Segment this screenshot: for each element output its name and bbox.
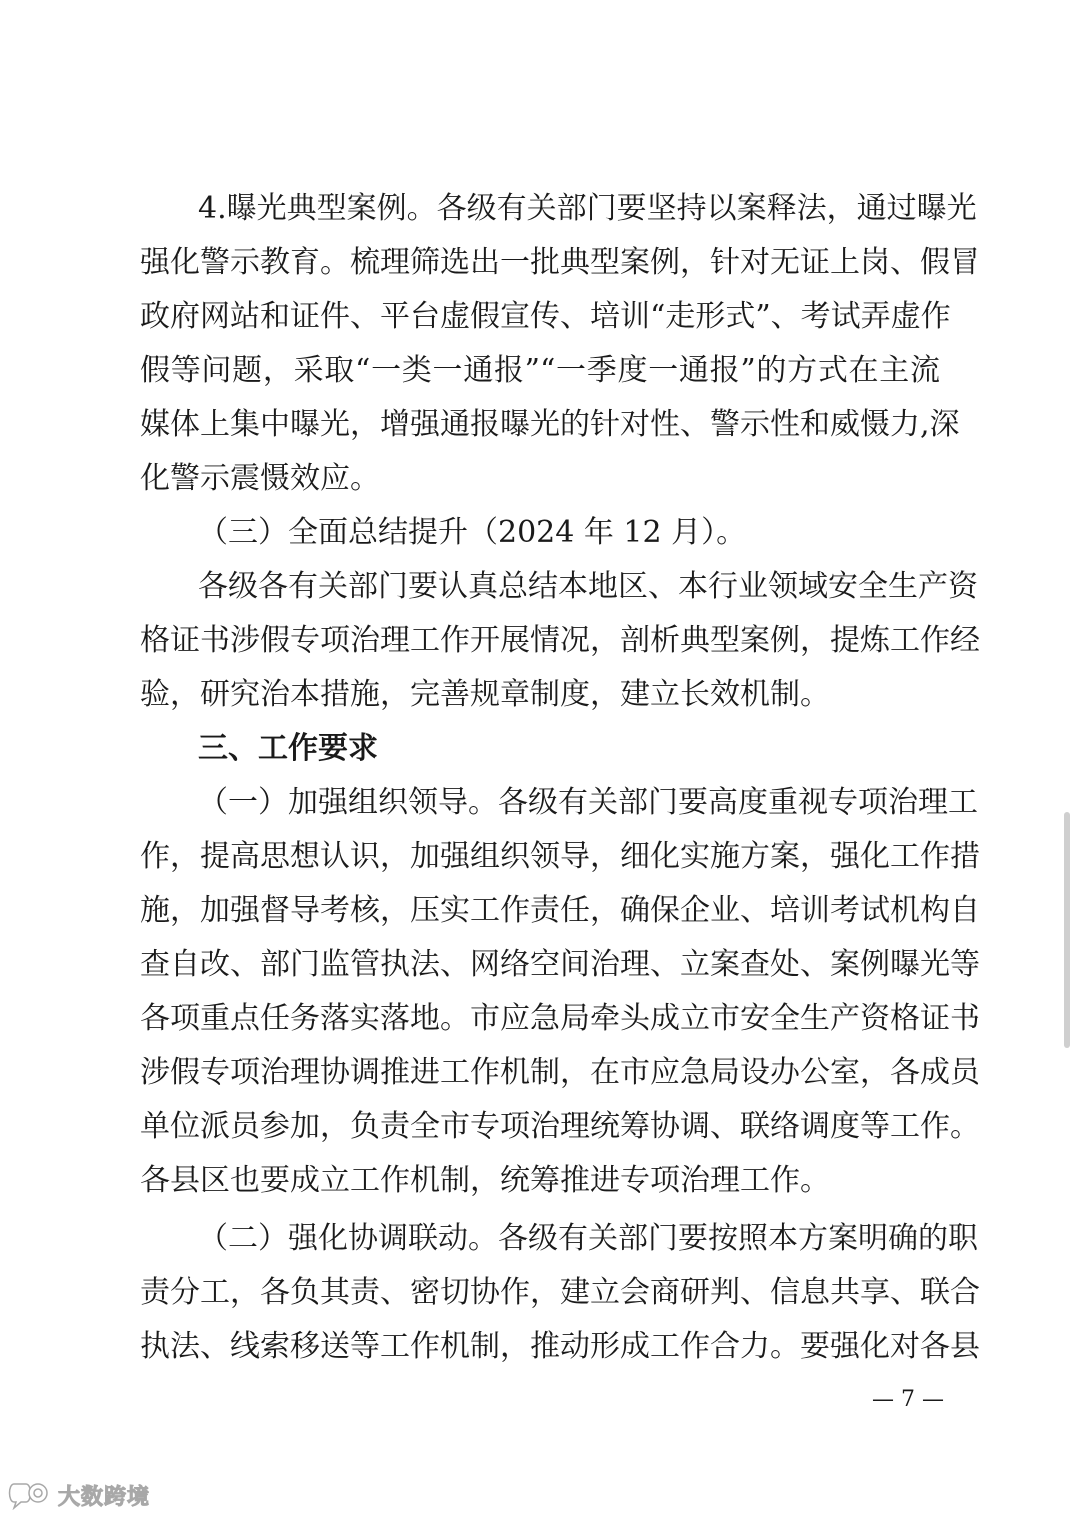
paragraph-line: 各级各有关部门要认真总结本地区、本行业领域安全生产资: [198, 569, 978, 604]
paragraph-line: 化警示震慑效应。: [140, 461, 380, 496]
paragraph-line: 施，加强督导考核，压实工作责任，确保企业、培训考试机构自: [140, 893, 980, 928]
paragraph-line: 媒体上集中曝光，增强通报曝光的针对性、警示性和威慑力,深: [140, 407, 960, 442]
paragraph-line: 作，提高思想认识，加强组织领导，细化实施方案，强化工作措: [140, 839, 980, 874]
paragraph-line: 各项重点任务落实落地。市应急局牵头成立市安全生产资格证书: [140, 1001, 980, 1036]
paragraph-line: 格证书涉假专项治理工作开展情况，剖析典型案例，提炼工作经: [140, 623, 980, 658]
paragraph-line: （二）强化协调联动。各级有关部门要按照本方案明确的职: [198, 1221, 978, 1256]
paragraph-line: 责分工，各负其责、密切协作，建立会商研判、信息共享、联合: [140, 1275, 980, 1310]
watermark-text: 大数跨境: [58, 1484, 151, 1510]
paragraph-line: 涉假专项治理协调推进工作机制，在市应急局设办公室，各成员: [140, 1055, 980, 1090]
paragraph-line: 执法、线索移送等工作机制，推动形成工作合力。要强化对各县: [140, 1329, 980, 1364]
page-number: — 7 —: [872, 1387, 944, 1412]
watermark: [6, 1478, 150, 1512]
paragraph-line: （一）加强组织领导。各级有关部门要高度重视专项治理工: [198, 785, 978, 820]
paragraph-line: 验，研究治本措施，完善规章制度，建立长效机制。: [140, 677, 830, 712]
paragraph-line: 查自改、部门监管执法、网络空间治理、立案查处、案例曝光等: [140, 947, 980, 982]
paragraph-line: 假等问题，采取“一类一通报”“一季度一通报”的方式在主流: [140, 353, 940, 388]
paragraph-line: 各县区也要成立工作机制，统筹推进专项治理工作。: [140, 1163, 830, 1198]
paragraph-line: 强化警示教育。梳理筛选出一批典型案例，针对无证上岗、假冒: [140, 245, 980, 280]
scrollbar-thumb[interactable]: [1064, 812, 1070, 1048]
section-subheading: （三）全面总结提升（2024 年 12 月）。: [198, 515, 747, 550]
paragraph-line: 4.曝光典型案例。各级有关部门要坚持以案释法，通过曝光: [198, 191, 977, 226]
section-heading: 三、工作要求: [198, 731, 378, 766]
paragraph-line: 单位派员参加，负责全市专项治理统筹协调、联络调度等工作。: [140, 1109, 980, 1144]
chat-bubble-logo-icon: [6, 1480, 52, 1510]
paragraph-line: 政府网站和证件、平台虚假宣传、培训“走形式”、考试弄虚作: [140, 299, 951, 334]
